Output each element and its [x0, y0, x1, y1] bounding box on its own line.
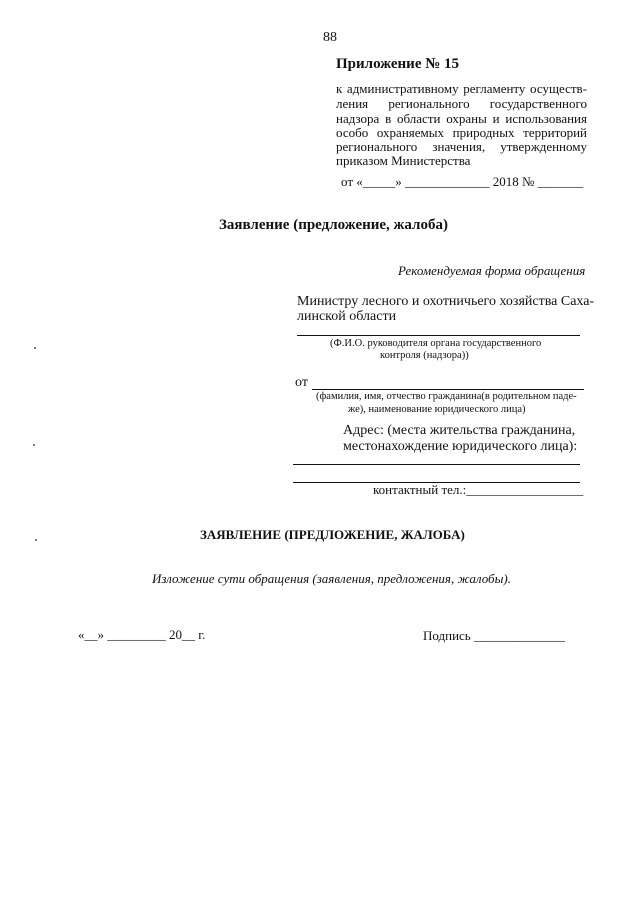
addressee-line: линской области [297, 309, 397, 324]
appendix-line: к административному регламенту осуществ- [336, 81, 587, 96]
from-caption: (фамилия, имя, отчество гражданина(в родительном паде- [316, 391, 577, 402]
address-field-1[interactable] [293, 464, 580, 465]
addressee-line: Министру лесного и охотничьего хозяйства Саха- [297, 294, 595, 309]
appendix-line: особо охраняемых природных территорий [336, 125, 587, 140]
from-name-field[interactable] [312, 389, 584, 390]
from-label: от [295, 375, 308, 390]
document-heading: Заявление (предложение, жалоба) [219, 217, 448, 233]
appendix-date-line: от «_____» _____________ 2018 № _______ [341, 174, 584, 189]
address-label: Адрес: (места жительства гражданина, [343, 423, 576, 438]
essence-text: Изложение сути обращения (заявления, предложения, жалобы). [152, 571, 511, 586]
appendix-line: регионального значения, утвержденному [336, 139, 587, 154]
appendix-line: надзора в области охраны и использования [336, 111, 587, 126]
appendix-line: приказом Министерства [336, 153, 471, 168]
date-field[interactable]: «__» _________ 20__ г. [78, 627, 206, 642]
recommended-form-label: Рекомендуемая форма обращения [398, 263, 586, 278]
page-number: 88 [323, 30, 337, 45]
address-label: местонахождение юридического лица): [343, 439, 578, 454]
application-title: ЗАЯВЛЕНИЕ (ПРЕДЛОЖЕНИЕ, ЖАЛОБА) [200, 527, 465, 542]
addressee-caption: (Ф.И.О. руководителя органа государственного [330, 338, 542, 349]
scan-speck [33, 444, 35, 446]
addressee-name-field[interactable] [297, 335, 580, 336]
phone-field[interactable]: контактный тел.:__________________ [373, 482, 584, 497]
scan-speck [34, 347, 36, 349]
appendix-line: ления регионального государственного [336, 96, 587, 111]
from-caption: же), наименование юридического лица) [348, 404, 526, 415]
signature-field[interactable]: Подпись ______________ [423, 628, 565, 643]
scan-speck [35, 539, 37, 541]
appendix-title: Приложение № 15 [336, 56, 460, 72]
addressee-caption: контроля (надзора)) [380, 350, 469, 361]
